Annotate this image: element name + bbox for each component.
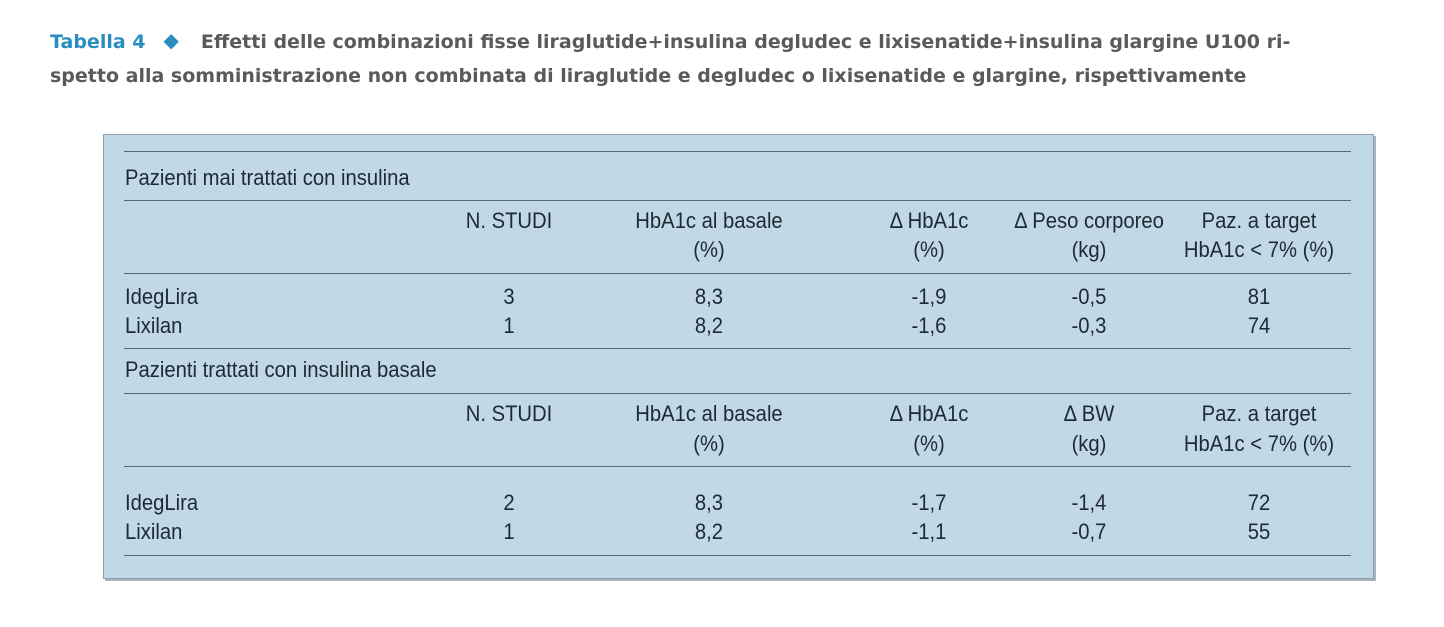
rule <box>124 151 1351 152</box>
rule <box>124 348 1351 349</box>
cell-paz-target: 74 <box>1247 313 1271 338</box>
diamond-bullet-icon: ◆ <box>163 28 179 52</box>
cell-delta-hba1c: -1,6 <box>911 313 947 338</box>
cell-delta-bw: -0,7 <box>1071 519 1107 544</box>
cell-n-studi: 3 <box>503 284 515 309</box>
header-hba1c-basale: HbA1c al basale <box>635 401 783 426</box>
header-paz-target-unit: HbA1c < 7% (%) <box>1183 431 1335 456</box>
cell-paz-target: 81 <box>1247 284 1271 309</box>
caption-text-line-1: Effetti delle combinazioni fisse liraglutide+insulina degludec e lixisenatide+insulina glargine U100 ri- <box>200 31 1291 53</box>
cell-hba1c-basale: 8,2 <box>694 313 724 338</box>
cell-hba1c-basale: 8,3 <box>694 490 724 515</box>
cell-delta-peso: -0,3 <box>1071 313 1107 338</box>
cell-delta-hba1c: -1,1 <box>911 519 947 544</box>
rule <box>124 466 1351 467</box>
header-delta-hba1c-unit: (%) <box>913 237 945 262</box>
row-label-lixilan: Lixilan <box>125 313 183 338</box>
header-delta-bw: Δ BW <box>1063 401 1115 426</box>
cell-delta-bw: -1,4 <box>1071 490 1107 515</box>
cell-paz-target: 55 <box>1247 519 1271 544</box>
header-hba1c-basale-unit: (%) <box>693 237 725 262</box>
header-delta-peso: Δ Peso corporeo <box>1014 208 1164 233</box>
header-paz-target-unit: HbA1c < 7% (%) <box>1183 237 1335 262</box>
cell-n-studi: 1 <box>503 313 515 338</box>
row-label-ideglira: IdegLira <box>125 490 199 515</box>
cell-hba1c-basale: 8,3 <box>694 284 724 309</box>
row-label-lixilan: Lixilan <box>125 519 183 544</box>
cell-paz-target: 72 <box>1247 490 1271 515</box>
header-hba1c-basale: HbA1c al basale <box>635 208 783 233</box>
header-hba1c-basale-unit: (%) <box>693 431 725 456</box>
rule <box>124 555 1351 556</box>
rule <box>124 393 1351 394</box>
header-paz-target: Paz. a target <box>1201 401 1317 426</box>
row-label-ideglira: IdegLira <box>125 284 199 309</box>
cell-delta-peso: -0,5 <box>1071 284 1107 309</box>
header-n-studi: N. STUDI <box>465 401 553 426</box>
header-delta-hba1c: Δ HbA1c <box>889 401 969 426</box>
cell-delta-hba1c: -1,7 <box>911 490 947 515</box>
rule <box>124 273 1351 274</box>
header-n-studi: N. STUDI <box>465 208 553 233</box>
section-title-insulin-naive: Pazienti mai trattati con insulina <box>125 165 410 190</box>
cell-n-studi: 2 <box>503 490 515 515</box>
cell-hba1c-basale: 8,2 <box>694 519 724 544</box>
table-number: Tabella 4 <box>50 31 146 53</box>
header-paz-target: Paz. a target <box>1201 208 1317 233</box>
header-delta-bw-unit: (kg) <box>1071 431 1107 456</box>
caption-text-line-2: spetto alla somministrazione non combinata di liraglutide e degludec o lixisenatide e glargine, rispettivamente <box>50 65 1247 87</box>
results-table <box>103 134 1374 579</box>
rule <box>124 200 1351 201</box>
cell-delta-hba1c: -1,9 <box>911 284 947 309</box>
section-title-basal-insulin: Pazienti trattati con insulina basale <box>125 357 437 382</box>
table-caption <box>50 24 1380 93</box>
header-delta-hba1c-unit: (%) <box>913 431 945 456</box>
header-delta-hba1c: Δ HbA1c <box>889 208 969 233</box>
header-delta-peso-unit: (kg) <box>1071 237 1107 262</box>
cell-n-studi: 1 <box>503 519 515 544</box>
